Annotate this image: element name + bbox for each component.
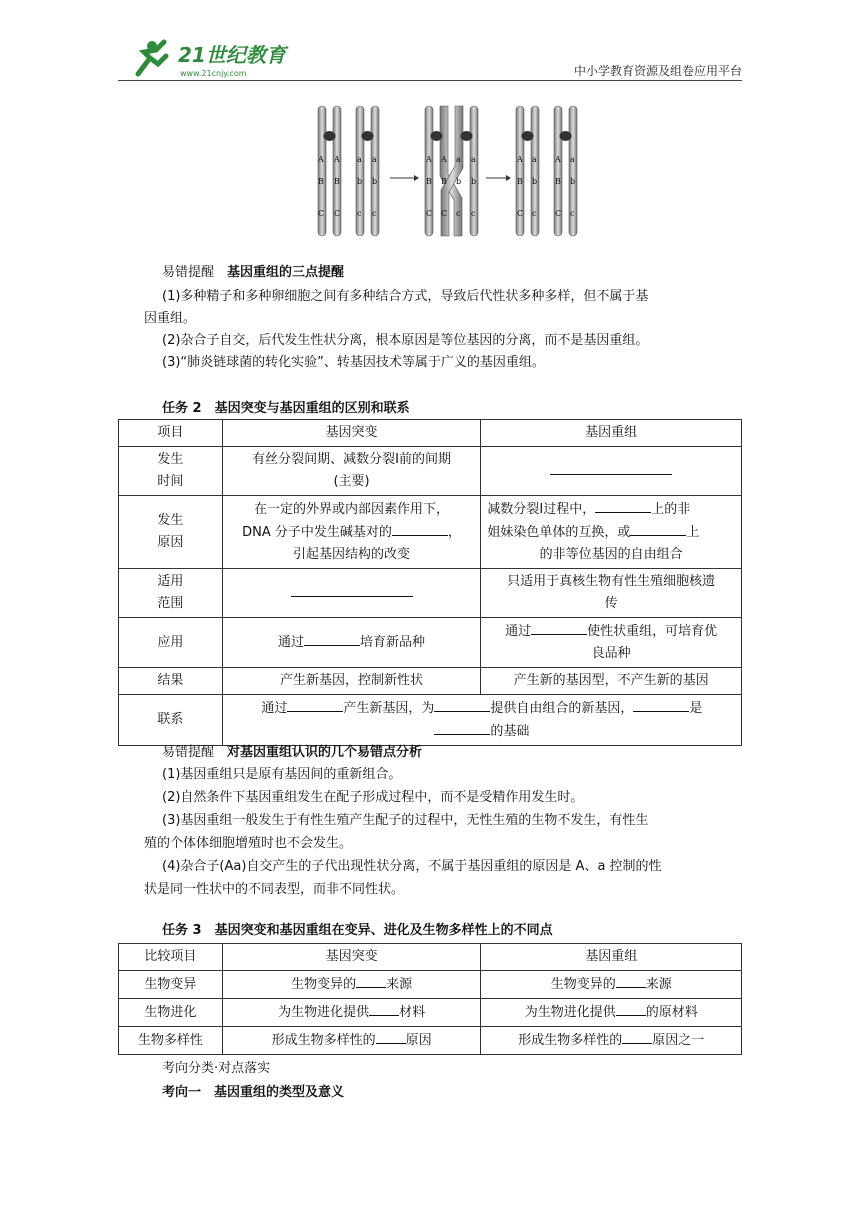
table-row bbox=[119, 496, 742, 569]
row-label-application: 应用 bbox=[119, 618, 223, 668]
answer-blank[interactable] bbox=[369, 1001, 399, 1016]
cell-text: 生物变异的 bbox=[291, 977, 357, 992]
header-cell: 比较项目 bbox=[119, 944, 223, 971]
result-mutation-cell: 产生新基因，控制新性状 bbox=[222, 668, 481, 695]
answer-blank[interactable] bbox=[392, 521, 448, 536]
logo-text: 21世纪教育 bbox=[178, 43, 286, 67]
time-recombination-cell bbox=[481, 447, 742, 496]
gene-label: a bbox=[570, 155, 575, 164]
tip2-item: (4)杂合子(Aa)自交产生的子代出现性状分离，不属于基因重组的原因是 A、a 控制的性 bbox=[162, 859, 662, 874]
cell-text: 材料 bbox=[399, 1005, 426, 1020]
recombination-cell bbox=[481, 971, 742, 999]
cell-text: (主要) bbox=[333, 474, 370, 489]
gene-label: A bbox=[426, 155, 432, 164]
subsection-title: 考向一 基因重组的类型及意义 bbox=[162, 1085, 345, 1100]
cause-recombination-cell bbox=[481, 496, 742, 569]
tip1-item: (3)“肺炎链球菌的转化实验”、转基因技术等属于广义的基因重组。 bbox=[162, 355, 545, 370]
tip2-label: 易错提醒 bbox=[162, 745, 215, 760]
table-row bbox=[119, 999, 742, 1027]
gene-label: a bbox=[471, 155, 476, 164]
chromosome-pair-before-1 bbox=[318, 106, 379, 236]
gene-label: a bbox=[456, 155, 461, 164]
answer-blank[interactable] bbox=[304, 631, 360, 646]
gene-label: a bbox=[372, 155, 377, 164]
task2-table bbox=[118, 419, 742, 746]
gene-label: b bbox=[372, 177, 378, 186]
gene-label: c bbox=[532, 209, 537, 218]
cell-text: 引起基因结构的改变 bbox=[293, 546, 411, 562]
gene-label: C bbox=[517, 209, 524, 218]
cell-text: 生物变异的 bbox=[550, 977, 616, 992]
gene-label: C bbox=[555, 209, 562, 218]
table-row bbox=[119, 695, 742, 746]
answer-blank[interactable] bbox=[434, 697, 490, 712]
row-label: 生物变异 bbox=[119, 971, 223, 999]
gene-label: A bbox=[555, 155, 561, 164]
answer-blank[interactable] bbox=[630, 521, 686, 536]
gene-label: c bbox=[372, 209, 377, 218]
mutation-cell bbox=[222, 971, 481, 999]
task3-table bbox=[118, 943, 742, 1055]
cell-text: 适用 bbox=[157, 574, 184, 589]
table-row bbox=[119, 1027, 742, 1055]
cell-text: ， bbox=[447, 524, 461, 540]
cell-text: 培育新品种 bbox=[360, 635, 426, 650]
answer-blank[interactable] bbox=[550, 460, 672, 475]
answer-blank[interactable] bbox=[291, 582, 413, 597]
gene-label: c bbox=[456, 209, 461, 218]
cell-text: 来源 bbox=[645, 977, 672, 992]
answer-blank[interactable] bbox=[616, 1001, 646, 1016]
gene-label: A bbox=[517, 155, 523, 164]
cell-text: 通过 bbox=[505, 624, 532, 639]
gene-label: c bbox=[471, 209, 476, 218]
scope-recombination-cell bbox=[481, 569, 742, 618]
header-cell: 项目 bbox=[119, 420, 223, 447]
table-row bbox=[119, 569, 742, 618]
row-label-result: 结果 bbox=[119, 668, 223, 695]
cell-text: 传 bbox=[604, 596, 618, 611]
gene-label: C bbox=[334, 209, 341, 218]
gene-label: a bbox=[532, 155, 537, 164]
tip1-item: 因重组。 bbox=[144, 311, 197, 326]
cell-text: 形成生物多样性的 bbox=[271, 1033, 376, 1048]
gene-label: B bbox=[517, 177, 523, 186]
section-title: 考向分类·对点落实 bbox=[162, 1061, 271, 1076]
answer-blank[interactable] bbox=[622, 1029, 652, 1044]
cell-text: 时间 bbox=[157, 474, 184, 489]
answer-blank[interactable] bbox=[434, 720, 490, 735]
cell-text: 上 bbox=[686, 525, 700, 540]
cell-text: 原因 bbox=[405, 1033, 432, 1048]
gene-label: b bbox=[532, 177, 538, 186]
mutation-cell bbox=[222, 999, 481, 1027]
cell-text: 范围 bbox=[157, 596, 184, 611]
tip2-heading bbox=[162, 742, 422, 764]
table-row bbox=[119, 971, 742, 999]
time-mutation-cell bbox=[222, 447, 481, 496]
answer-blank[interactable] bbox=[287, 697, 343, 712]
table-row bbox=[119, 944, 742, 971]
tip1-label: 易错提醒 bbox=[162, 265, 215, 280]
answer-blank[interactable] bbox=[531, 620, 587, 635]
cell-text: 通过 bbox=[261, 701, 288, 716]
result-recombination-cell: 产生新的基因型，不产生新的基因 bbox=[481, 668, 742, 695]
cell-text: 原因 bbox=[157, 535, 184, 550]
scope-mutation-cell bbox=[222, 569, 481, 618]
header-platform-name: 中小学教育资源及组卷应用平台 bbox=[573, 64, 742, 78]
cell-text: 为生物进化提供 bbox=[524, 1005, 616, 1020]
cell-text: 提供自由组合的新基因， bbox=[490, 701, 634, 716]
task2-title: 任务 2 基因突变与基因重组的区别和联系 bbox=[162, 401, 410, 416]
gene-label: B bbox=[318, 177, 324, 186]
app-mutation-cell bbox=[222, 618, 481, 668]
task3-title: 任务 3 基因突变和基因重组在变异、进化及生物多样性上的不同点 bbox=[162, 923, 553, 938]
tip2-title: 对基因重组认识的几个易错点分析 bbox=[227, 745, 423, 760]
gene-label: A bbox=[318, 155, 324, 164]
tip2-item: (1)基因重组只是原有基因间的重新组合。 bbox=[162, 767, 402, 782]
chromosome-pair-after bbox=[516, 106, 577, 236]
gene-label: a bbox=[357, 155, 362, 164]
row-label-cause bbox=[119, 496, 223, 569]
row-label-scope bbox=[119, 569, 223, 618]
tip1-item: (2)杂合子自交，后代发生性状分离，根本原因是等位基因的分离，而不是基因重组。 bbox=[162, 333, 649, 348]
header-cell: 基因重组 bbox=[481, 420, 742, 447]
recombination-cell bbox=[481, 999, 742, 1027]
gene-label: C bbox=[426, 209, 433, 218]
cell-text: 为生物进化提供 bbox=[278, 1005, 370, 1020]
answer-blank[interactable] bbox=[633, 697, 689, 712]
row-label: 生物进化 bbox=[119, 999, 223, 1027]
gene-label: b bbox=[456, 177, 462, 186]
cell-text: 姐妹染色单体的互换，或 bbox=[487, 525, 631, 540]
cell-text: 原因之一 bbox=[652, 1033, 705, 1048]
arrow-right-icon bbox=[390, 175, 419, 181]
tip2-item: (3)基因重组一般发生于有性生殖产生配子的过程中，无性生殖的生物不发生，有性生 bbox=[162, 813, 649, 828]
header-cell: 基因重组 bbox=[481, 944, 742, 971]
gene-label: B bbox=[555, 177, 561, 186]
table-row bbox=[119, 618, 742, 668]
gene-label: C bbox=[441, 209, 448, 218]
table-row bbox=[119, 420, 742, 447]
gene-label: b bbox=[570, 177, 576, 186]
cause-mutation-cell bbox=[222, 496, 481, 569]
row-label: 生物多样性 bbox=[119, 1027, 223, 1055]
cell-text: 来源 bbox=[386, 977, 413, 992]
cell-text: 只适用于真核生物有性生殖细胞核遗 bbox=[507, 574, 716, 589]
cell-text: 在一定的外界或内部因素作用下， bbox=[254, 501, 450, 517]
header-cell: 基因突变 bbox=[222, 944, 481, 971]
gene-label: b bbox=[357, 177, 363, 186]
tip2-item: 状是同一性状中的不同表型，而非不同性状。 bbox=[144, 882, 405, 897]
cell-text: 形成生物多样性的 bbox=[518, 1033, 623, 1048]
cell-text: 的非等位基因的自由组合 bbox=[539, 547, 683, 562]
mutation-cell bbox=[222, 1027, 481, 1055]
row-label-link: 联系 bbox=[119, 695, 223, 746]
recombination-cell bbox=[481, 1027, 742, 1055]
tip2-item: (2)自然条件下基因重组发生在配子形成过程中，而不是受精作用发生时。 bbox=[162, 790, 584, 805]
cell-text: 通过 bbox=[278, 635, 305, 650]
link-cell bbox=[222, 695, 741, 746]
chromosome-crossover-diagram bbox=[300, 102, 590, 242]
site-logo bbox=[130, 34, 290, 80]
cell-text: DNA 分子中发生碱基对的 bbox=[242, 524, 392, 540]
cell-text: 有丝分裂间期、减数分裂Ⅰ前的间期 bbox=[252, 452, 451, 467]
cell-text: 良品种 bbox=[591, 646, 631, 661]
cell-text: 发生 bbox=[157, 513, 184, 528]
cell-text: 是 bbox=[689, 701, 703, 716]
tip1-item: (1)多种精子和多种卵细胞之间有多种结合方式，导致后代性状多种多样，但不属于基 bbox=[162, 289, 649, 304]
cell-text: 使性状重组，可培育优 bbox=[587, 624, 718, 639]
gene-label: B bbox=[441, 177, 447, 186]
answer-blank[interactable] bbox=[356, 973, 386, 988]
app-recombination-cell bbox=[481, 618, 742, 668]
answer-blank[interactable] bbox=[595, 498, 651, 513]
runner-icon bbox=[138, 41, 166, 74]
gene-label: B bbox=[426, 177, 432, 186]
row-label-time bbox=[119, 447, 223, 496]
cell-text: 上的非 bbox=[651, 502, 691, 517]
logo-url: www.21cnjy.com bbox=[180, 69, 247, 78]
cell-text: 减数分裂Ⅰ过程中， bbox=[487, 502, 596, 517]
gene-label: c bbox=[570, 209, 575, 218]
gene-label: A bbox=[334, 155, 340, 164]
table-row bbox=[119, 447, 742, 496]
gene-label: b bbox=[471, 177, 477, 186]
cell-text: 的原材料 bbox=[645, 1005, 698, 1020]
arrow-right-icon bbox=[486, 175, 511, 181]
gene-label: c bbox=[357, 209, 362, 218]
gene-label: B bbox=[334, 177, 340, 186]
tip1-title: 基因重组的三点提醒 bbox=[227, 265, 345, 280]
cell-text: 的基础 bbox=[490, 724, 530, 739]
gene-label: C bbox=[318, 209, 325, 218]
answer-blank[interactable] bbox=[376, 1029, 406, 1044]
gene-label: A bbox=[441, 155, 447, 164]
cell-text: 发生 bbox=[157, 452, 184, 467]
tip1-heading bbox=[162, 262, 344, 284]
cell-text: 产生新基因，为 bbox=[343, 701, 435, 716]
tip2-item: 殖的个体体细胞增殖时也不会发生。 bbox=[144, 836, 353, 851]
table-row bbox=[119, 668, 742, 695]
header-cell: 基因突变 bbox=[222, 420, 481, 447]
answer-blank[interactable] bbox=[616, 973, 646, 988]
header-divider bbox=[118, 80, 742, 81]
